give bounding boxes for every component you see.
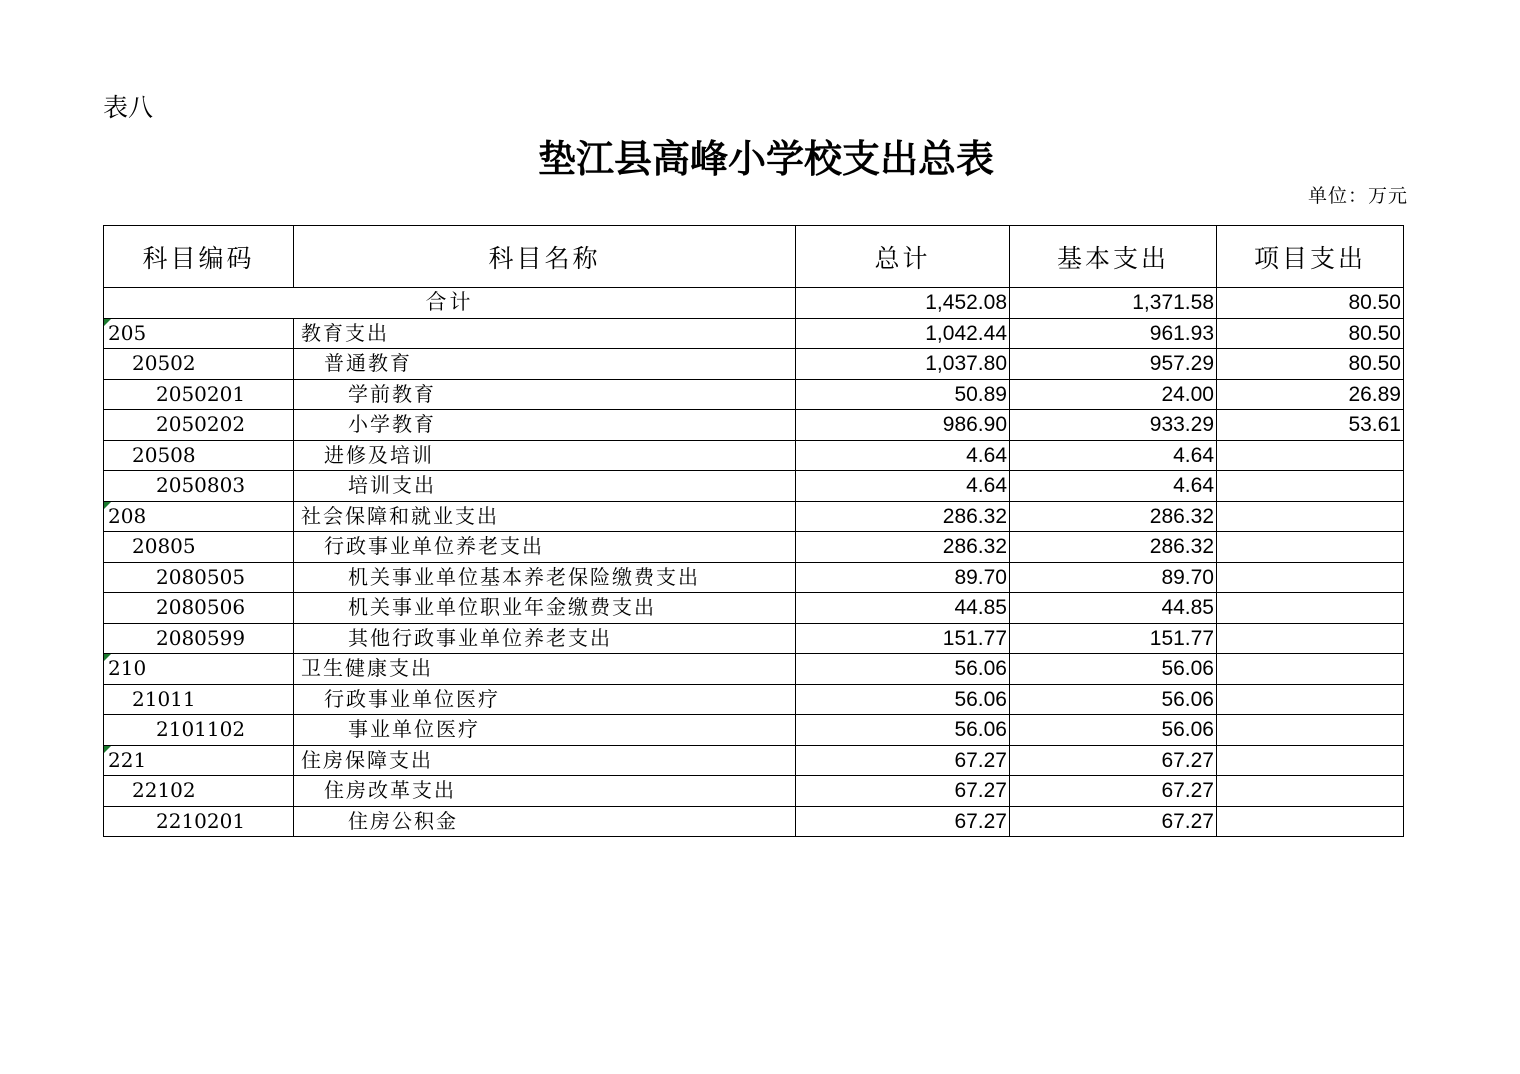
unit-label: 单位：万元 [1307, 185, 1408, 207]
row-code [104, 501, 294, 532]
header-basic: 基本支出 [1010, 226, 1217, 288]
row-total [796, 562, 1010, 593]
row-name-text: 教育支出 [301, 320, 389, 345]
row-code [104, 410, 294, 441]
row-name-text: 卫生健康支出 [301, 656, 433, 681]
row-project [1217, 806, 1404, 837]
total-project: 80.50 [1217, 288, 1404, 319]
table-header-row [104, 226, 1404, 288]
row-name-text: 培训支出 [348, 473, 436, 498]
row-total [796, 440, 1010, 471]
row-name-text: 进修及培训 [324, 442, 434, 467]
row-total [796, 623, 1010, 654]
row-basic [1010, 532, 1217, 563]
row-name-text: 住房公积金 [348, 808, 458, 833]
row-total-text: 286.32 [942, 504, 1007, 528]
row-total [796, 745, 1010, 776]
row-basic [1010, 349, 1217, 380]
table-row [104, 532, 1404, 563]
row-name [294, 410, 796, 441]
page-title: 垫江县高峰小学校支出总表 [537, 136, 994, 181]
row-code-text: 20805 [132, 534, 196, 559]
row-basic [1010, 410, 1217, 441]
row-project-text: 53.61 [1348, 413, 1401, 437]
row-total-text: 1,042.44 [925, 321, 1007, 345]
table-row [104, 593, 1404, 624]
table-row [104, 379, 1404, 410]
table-row [104, 745, 1404, 776]
row-code-text: 22102 [132, 778, 196, 803]
row-total [796, 501, 1010, 532]
row-code-text: 205 [108, 320, 147, 345]
row-basic-text: 67.27 [1161, 779, 1214, 803]
row-name [294, 593, 796, 624]
row-project [1217, 593, 1404, 624]
row-name-text: 小学教育 [348, 412, 436, 437]
row-basic [1010, 806, 1217, 837]
row-total [796, 318, 1010, 349]
row-name [294, 440, 796, 471]
row-basic-text: 961.93 [1149, 321, 1214, 345]
table-row [104, 715, 1404, 746]
row-code-text: 2050803 [156, 473, 246, 498]
table-number: 表八 [103, 93, 154, 122]
row-basic [1010, 593, 1217, 624]
row-name-text: 学前教育 [348, 381, 436, 406]
total-total: 1,452.08 [796, 288, 1010, 319]
row-total [796, 684, 1010, 715]
row-code-text: 2101102 [156, 717, 246, 742]
row-total-text: 56.06 [954, 718, 1007, 742]
row-code-text: 2080506 [156, 595, 246, 620]
row-basic-text: 286.32 [1149, 535, 1214, 559]
row-code [104, 562, 294, 593]
row-total [796, 379, 1010, 410]
row-code-text: 2210201 [156, 808, 246, 833]
row-project-text: 26.89 [1348, 382, 1401, 406]
row-total [796, 532, 1010, 563]
row-code [104, 318, 294, 349]
total-basic: 1,371.58 [1010, 288, 1217, 319]
row-total [796, 349, 1010, 380]
row-code [104, 745, 294, 776]
row-project [1217, 745, 1404, 776]
table-row [104, 318, 1404, 349]
row-project [1217, 471, 1404, 502]
row-project [1217, 379, 1404, 410]
table-row [104, 776, 1404, 807]
row-code-text: 221 [108, 747, 147, 772]
row-project [1217, 623, 1404, 654]
table-row [104, 440, 1404, 471]
row-total-text: 67.27 [954, 748, 1007, 772]
row-code [104, 623, 294, 654]
row-code [104, 379, 294, 410]
row-name-text: 事业单位医疗 [348, 717, 480, 742]
row-basic-text: 56.06 [1161, 687, 1214, 711]
row-project [1217, 532, 1404, 563]
cell-comment-marker-icon [104, 319, 111, 326]
row-project [1217, 440, 1404, 471]
row-name [294, 532, 796, 563]
row-name [294, 349, 796, 380]
row-code-text: 2080599 [156, 625, 246, 650]
row-name-text: 普通教育 [324, 351, 412, 376]
cell-comment-marker-icon [104, 746, 111, 753]
row-basic-text: 286.32 [1149, 504, 1214, 528]
row-code-text: 20502 [132, 351, 196, 376]
row-name-text: 住房改革支出 [324, 778, 456, 803]
header-code: 科目编码 [104, 226, 294, 288]
row-basic [1010, 318, 1217, 349]
table-row [104, 806, 1404, 837]
row-code [104, 440, 294, 471]
row-basic [1010, 562, 1217, 593]
row-total [796, 410, 1010, 441]
row-project [1217, 654, 1404, 685]
row-project [1217, 349, 1404, 380]
row-name-text: 住房保障支出 [301, 747, 433, 772]
table-row [104, 623, 1404, 654]
row-project [1217, 318, 1404, 349]
row-code [104, 593, 294, 624]
row-total [796, 471, 1010, 502]
table-row [104, 410, 1404, 441]
row-project [1217, 562, 1404, 593]
row-code [104, 715, 294, 746]
row-total-text: 56.06 [954, 687, 1007, 711]
row-name [294, 379, 796, 410]
row-code-text: 2050201 [156, 381, 246, 406]
row-project [1217, 501, 1404, 532]
row-name [294, 623, 796, 654]
row-total [796, 715, 1010, 746]
row-total [796, 776, 1010, 807]
row-total-text: 67.27 [954, 779, 1007, 803]
row-basic-text: 933.29 [1149, 413, 1214, 437]
row-name [294, 684, 796, 715]
row-basic [1010, 654, 1217, 685]
row-code-text: 2080505 [156, 564, 246, 589]
row-code [104, 471, 294, 502]
row-name [294, 318, 796, 349]
row-name-text: 行政事业单位养老支出 [324, 534, 544, 559]
row-name-text: 机关事业单位职业年金缴费支出 [348, 595, 656, 620]
row-basic-text: 957.29 [1149, 352, 1214, 376]
row-code [104, 684, 294, 715]
header-name: 科目名称 [294, 226, 796, 288]
row-name-text: 其他行政事业单位养老支出 [348, 625, 612, 650]
row-basic [1010, 471, 1217, 502]
row-basic-text: 89.70 [1161, 565, 1214, 589]
row-name [294, 745, 796, 776]
row-total [796, 593, 1010, 624]
row-basic [1010, 501, 1217, 532]
row-project [1217, 410, 1404, 441]
row-basic [1010, 623, 1217, 654]
row-total-text: 89.70 [954, 565, 1007, 589]
row-code [104, 654, 294, 685]
row-name [294, 471, 796, 502]
row-basic [1010, 776, 1217, 807]
row-total-text: 4.64 [966, 474, 1007, 498]
row-total-text: 44.85 [954, 596, 1007, 620]
row-basic [1010, 715, 1217, 746]
row-name [294, 654, 796, 685]
row-basic-text: 56.06 [1161, 657, 1214, 681]
row-code-text: 208 [108, 503, 147, 528]
row-basic-text: 56.06 [1161, 718, 1214, 742]
row-total-text: 56.06 [954, 657, 1007, 681]
total-label: 合计 [104, 288, 796, 319]
header-total: 总计 [796, 226, 1010, 288]
row-project-text: 80.50 [1348, 352, 1401, 376]
table-row [104, 654, 1404, 685]
row-code [104, 776, 294, 807]
row-basic [1010, 745, 1217, 776]
row-total-text: 4.64 [966, 443, 1007, 467]
row-basic [1010, 684, 1217, 715]
row-name-text: 行政事业单位医疗 [324, 686, 500, 711]
row-code-text: 20508 [132, 442, 196, 467]
row-basic-text: 151.77 [1149, 626, 1214, 650]
row-basic-text: 24.00 [1161, 382, 1214, 406]
row-total-text: 1,037.80 [925, 352, 1007, 376]
row-code-text: 21011 [132, 686, 196, 711]
row-total-text: 50.89 [954, 382, 1007, 406]
table-row [104, 684, 1404, 715]
cell-comment-marker-icon [104, 654, 111, 661]
row-code-text: 2050202 [156, 412, 246, 437]
row-basic [1010, 440, 1217, 471]
row-basic-text: 4.64 [1173, 443, 1214, 467]
row-name [294, 715, 796, 746]
row-total-text: 286.32 [942, 535, 1007, 559]
row-name [294, 806, 796, 837]
row-basic [1010, 379, 1217, 410]
row-name [294, 501, 796, 532]
row-project [1217, 715, 1404, 746]
row-total-text: 67.27 [954, 809, 1007, 833]
cell-comment-marker-icon [104, 502, 111, 509]
row-total-text: 151.77 [942, 626, 1007, 650]
table-row [104, 471, 1404, 502]
row-basic-text: 67.27 [1161, 748, 1214, 772]
row-total [796, 806, 1010, 837]
row-basic-text: 4.64 [1173, 474, 1214, 498]
total-row [104, 288, 1404, 319]
row-basic-text: 67.27 [1161, 809, 1214, 833]
row-code [104, 349, 294, 380]
row-project-text: 80.50 [1348, 321, 1401, 345]
header-project: 项目支出 [1217, 226, 1404, 288]
row-code [104, 532, 294, 563]
row-basic-text: 44.85 [1161, 596, 1214, 620]
table-row [104, 349, 1404, 380]
row-code [104, 806, 294, 837]
row-project [1217, 776, 1404, 807]
table-row [104, 562, 1404, 593]
row-code-text: 210 [108, 656, 147, 681]
table-row [104, 501, 1404, 532]
row-project [1217, 684, 1404, 715]
row-total [796, 654, 1010, 685]
row-name [294, 562, 796, 593]
row-total-text: 986.90 [942, 413, 1007, 437]
row-name [294, 776, 796, 807]
row-name-text: 机关事业单位基本养老保险缴费支出 [348, 564, 700, 589]
row-name-text: 社会保障和就业支出 [301, 503, 499, 528]
expenditure-table [103, 225, 1404, 837]
